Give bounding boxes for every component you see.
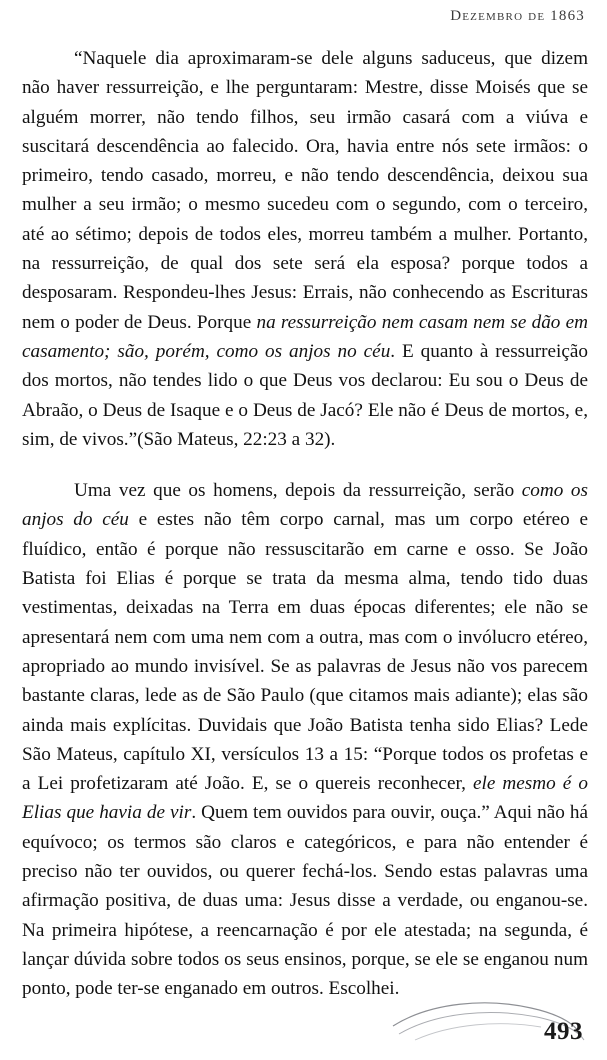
text-run: . Quem tem ouvidos para ouvir, ouça.” Aqui não há equívoco; os termos são claros e categóricos, e para não entender é preciso não ter ouvidos, ou querer fechá-los. Sendo estas palavras uma afirmação positiva, de duas uma: Jesus disse a verdade, ou enganou-se. Na primeira hipótese, a reencarnação é por ele atestada; na segunda, é lançar dúvida sobre todos os seus ensinos, porque, se ele se enganou num ponto, pode ter-se enganado em outros. Escolhei.: [22, 802, 588, 1000]
paragraph-commentary: [22, 476, 588, 1003]
text-run-italic: ele mesmo é o Elias que havia de vir: [22, 773, 588, 824]
page-number: 493: [544, 1018, 583, 1045]
text-run: e estes não têm corpo carnal, mas um corpo etéreo e fluídico, então é porque não ressuscitarão em carne e osso. Se João Batista foi Elias é porque se trata da mesma alma, tendo tido duas vestimentas, deixadas na Terra em duas épocas diferentes; ele não se apresentará nem com uma nem com a outra, mas com o invólucro etéreo, apropriado ao mundo invisível. Se as palavras de Jesus não vos parecem bastante claras, lede as de São Paulo (que citamos mais adiante); elas são ainda mais explícitas. Duvidais que João Batista tenha sido Elias? Lede São Mateus, capítulo XI, versículos 13 a 15: “Porque todos os profetas e a Lei profetizaram até João. E, se o quereis reconhecer,: [22, 509, 588, 795]
page-footer: [0, 990, 607, 1060]
text-run: Uma vez que os homens, depois da ressurreição, serão: [74, 480, 522, 502]
page-body: [22, 44, 588, 1004]
text-run-italic: na ressurreição nem casam nem se dão em casamento; são, porém, como os anjos no céu: [22, 311, 589, 362]
text-run-italic: como os anjos do céu: [22, 480, 588, 531]
running-head: Dezembro de 1863: [450, 8, 585, 24]
paragraph-scripture-quote: [22, 44, 588, 454]
text-run: . E quanto à ressurreição dos mortos, não tendes lido o que Deus vos declarou: Eu sou o Deus de Abraão, o Deus de Isaque e o Deus de Jacó? Ele não é Deus de mortos, e, sim, de vivos.”(São Mateus, 22:23 a 32).: [22, 340, 588, 450]
text-run: “Naquele dia aproximaram-se dele alguns saduceus, que dizem não haver ressurreição, e lhe perguntaram: Mestre, disse Moisés que se alguém morrer, não tendo filhos, seu irmão casará com a viúva e suscitará descendência ao falecido. Ora, havia entre nós sete irmãos: o primeiro, tendo casado, morreu, e não tendo descendência, deixou sua mulher a seu irmão; o mesmo sucedeu com o segundo, com o terceiro, até ao sétimo; depois de todos eles, morreu também a mulher. Portanto, na ressurreição, de qual dos sete será ela esposa? porque todos a desposaram. Respondeu-lhes Jesus: Errais, não conhecendo as Escrituras nem o poder de Deus. Porque: [22, 48, 588, 333]
